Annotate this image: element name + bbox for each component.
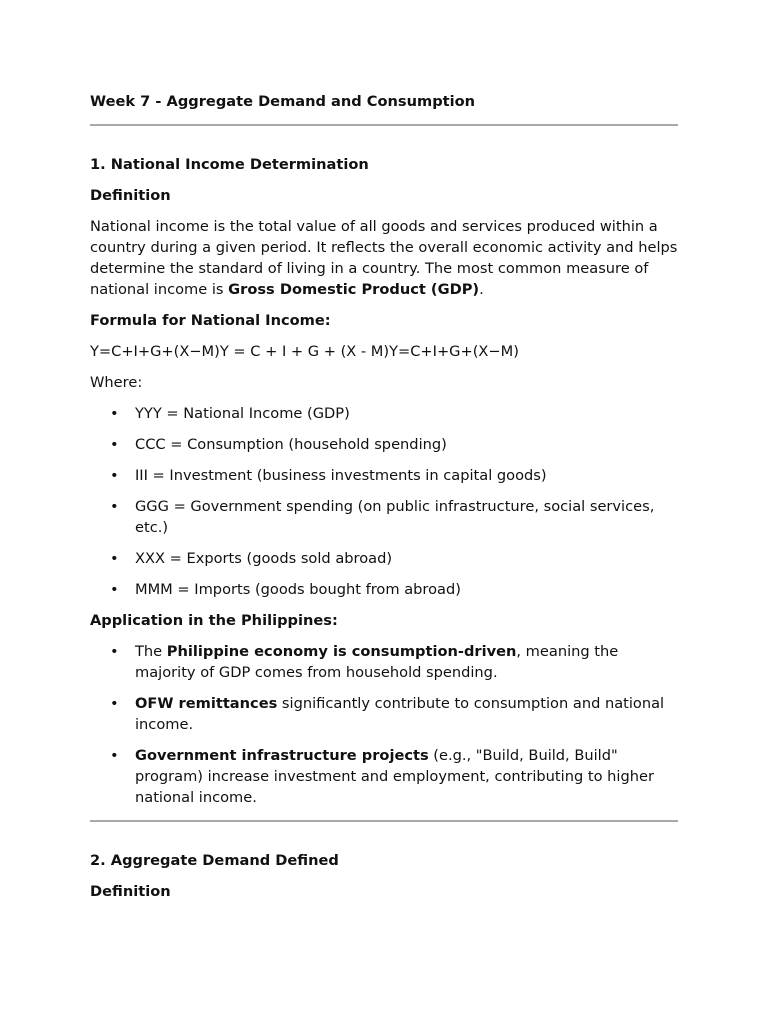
list-item	[90, 548, 680, 569]
section-divider	[90, 820, 678, 822]
applications-list	[90, 641, 680, 808]
bullet-icon: •	[110, 581, 119, 598]
bullet-icon: •	[110, 747, 119, 764]
bullet-icon: •	[110, 405, 119, 422]
definition-text: National income is the total value of all goods and services produced within a country during a given period. It reflects the overall economic activity and helps determine the standard of living in a country. The most common measure of national income is	[90, 218, 678, 298]
list-item-bold: Philippine economy is consumption-driven	[166, 643, 517, 660]
formula-label: Formula for National Income:	[90, 312, 331, 329]
document-title: Week 7 - Aggregate Demand and Consumption	[90, 93, 476, 110]
list-item-text: GGG = Government spending (on public infrastructure, social services, etc.)	[135, 498, 655, 536]
list-item-text-end: significantly contribute to consumption and national income.	[135, 695, 665, 733]
list-item	[90, 579, 680, 600]
title-divider	[90, 124, 678, 126]
list-item	[90, 434, 680, 455]
document-content	[90, 91, 680, 902]
definition-label: Definition	[90, 187, 171, 204]
list-item	[90, 641, 680, 683]
definition-text-bold: Gross Domestic Product (GDP)	[228, 281, 480, 298]
bullet-icon: •	[110, 467, 119, 484]
section-heading-aggregate-demand: 2. Aggregate Demand Defined	[90, 852, 339, 869]
bullet-icon: •	[110, 550, 119, 567]
formula-text: Y=C+I+G+(X−M)Y = C + I + G + (X - M)Y=C+I+G+(X−M)	[90, 343, 519, 360]
list-item-bold: OFW remittances	[135, 695, 278, 712]
definition-text-end: .	[479, 281, 484, 298]
list-item	[90, 693, 680, 735]
list-item	[90, 403, 680, 424]
list-item	[90, 465, 680, 486]
definition-paragraph	[90, 216, 680, 300]
application-label: Application in the Philippines:	[90, 612, 338, 629]
section-heading-national-income: 1. National Income Determination	[90, 156, 369, 173]
bullet-icon: •	[110, 643, 119, 660]
where-label: Where:	[90, 374, 143, 391]
list-item-text: CCC = Consumption (household spending)	[135, 436, 447, 453]
bullet-icon: •	[110, 436, 119, 453]
list-item-text: YYY = National Income (GDP)	[135, 405, 350, 422]
list-item-text: III = Investment (business investments in capital goods)	[135, 467, 547, 484]
list-item-bold: Government infrastructure projects	[135, 747, 429, 764]
list-item-text: The	[135, 643, 167, 660]
list-item	[90, 745, 680, 808]
bullet-icon: •	[110, 498, 119, 515]
list-item-text-end: (e.g., "Build, Build, Build" program) increase investment and employment, contributing to higher national income.	[135, 747, 654, 806]
definition-label-2: Definition	[90, 883, 171, 900]
list-item-text: XXX = Exports (goods sold abroad)	[135, 550, 393, 567]
list-item-text-end: , meaning the majority of GDP comes from household spending.	[135, 643, 619, 681]
components-list	[90, 403, 680, 600]
bullet-icon: •	[110, 695, 119, 712]
list-item-text: MMM = Imports (goods bought from abroad)	[135, 581, 461, 598]
list-item	[90, 496, 680, 538]
